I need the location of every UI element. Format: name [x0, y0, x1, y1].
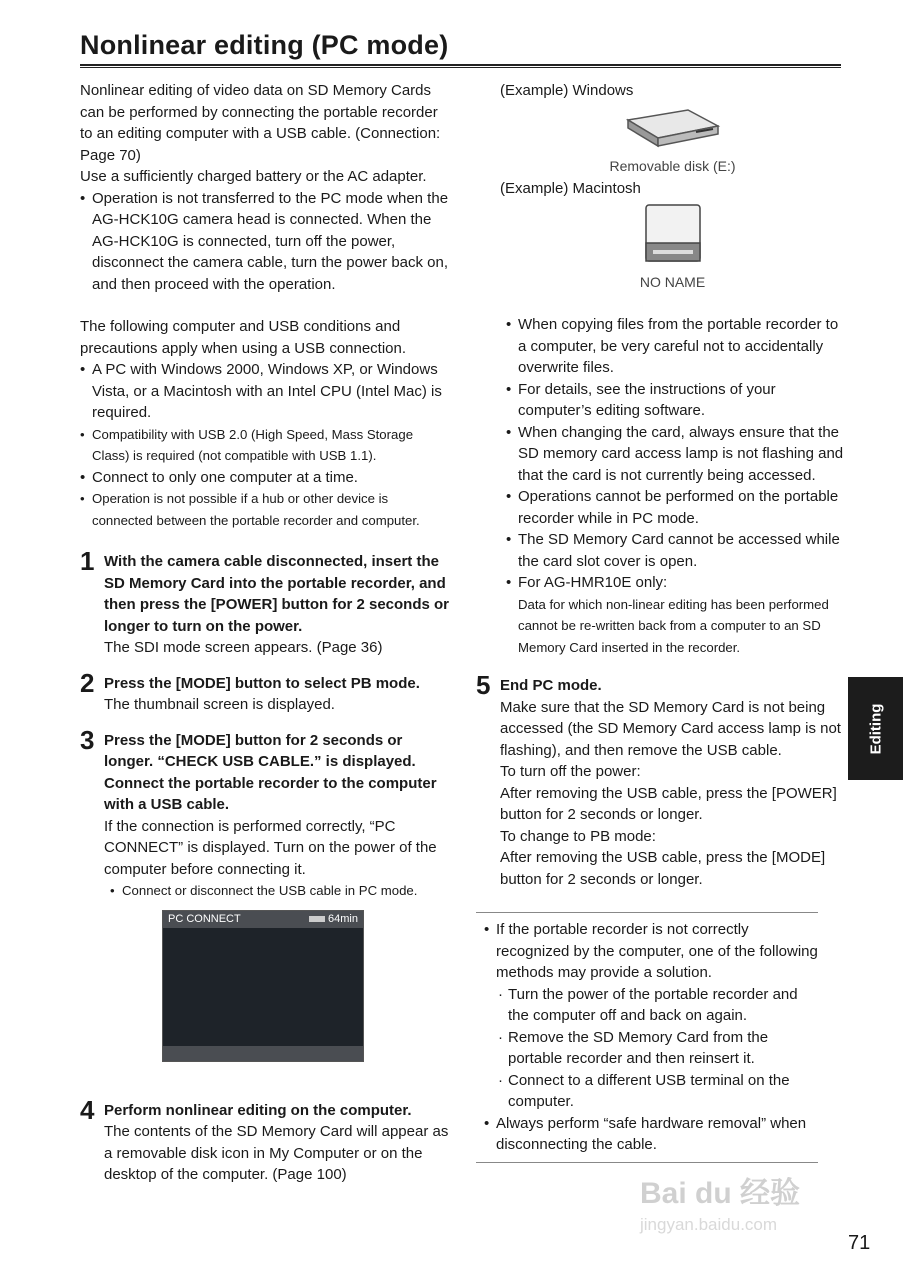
note-solution-1: · Turn the power of the portable recorder and the computer off and back on again. [496, 984, 818, 1027]
pb-mode-label: To change to PB mode: [500, 827, 656, 845]
step-body: The thumbnail screen is displayed. [104, 696, 335, 713]
step-body: If the connection is performed correctly, “PC CONNECT” is displayed. Turn on the power of the computer before connecting it. [104, 817, 437, 878]
step-number: 2 [80, 667, 95, 698]
note-safe-removal-bullet: • Always perform “safe hardware removal” when disconnecting the cable. [484, 1113, 818, 1156]
step-sub-bullet: • Connect or disconnect the USB cable in PC mode. [104, 880, 452, 902]
windows-disk-caption: Removable disk (E:) [609, 158, 736, 174]
note-solution-3: · Connect to a different USB terminal on the computer. [496, 1070, 818, 1113]
step-number: 4 [80, 1094, 95, 1125]
camera-bullet: • Operation is not transferred to the PC mode when the AG-HCK10G camera head is connected. When the AG-HCK10G is connected, turn off the power, disconnect the camera cable, turn the power back on, and then proceed with the operation. [80, 188, 452, 296]
lcd-screen-image [162, 910, 364, 1062]
power-text: Use a sufficiently charged battery or the AC adapter. [80, 168, 427, 185]
step-4 [80, 1094, 452, 1186]
condition-one-computer: • Connect to only one computer at a time. [80, 467, 452, 489]
step-2 [80, 667, 452, 716]
mac-disk-icon [500, 203, 845, 272]
step-body: Make sure that the SD Memory Card is not being accessed (the SD Memory Card access lamp is not flashing), and then remove the USB cable. [500, 698, 841, 759]
pb-mode-body: After removing the USB cable, press the [MODE] button for 2 seconds or longer. [500, 849, 826, 888]
slot-cover-bullet: • The SD Memory Card cannot be accessed while the card slot cover is open. [506, 529, 845, 572]
page-title: Nonlinear editing (PC mode) [80, 30, 449, 60]
step-heading: Perform nonlinear editing on the computer. [104, 1101, 412, 1119]
step-heading: With the camera cable disconnected, insert the SD Memory Card into the portable recorder, and then press the [POWER] button for 2 seconds or longer to turn on the power. [104, 553, 450, 635]
watermark-url: jingyan.baidu.com [640, 1215, 778, 1234]
condition-pc: • A PC with Windows 2000, Windows XP, or Windows Vista, or a Macintosh with an Intel CPU (Intel Mac) is required. [80, 359, 452, 424]
power-off-body: After removing the USB cable, press the [POWER] button for 2 seconds or longer. [500, 784, 837, 823]
software-bullet: • For details, see the instructions of your computer’s editing software. [506, 379, 845, 422]
hmr-note: Data for which non-linear editing has been performed cannot be re-written back from a computer to an SD Memory Card inserted in the recorder. [518, 596, 829, 655]
left-column [80, 80, 452, 1186]
pc-mode-bullet: • Operations cannot be performed on the portable recorder while in PC mode. [506, 486, 845, 529]
intro-text: Nonlinear editing of video data on SD Memory Cards can be performed by connecting the portable recorder to an editing computer with a USB cable. (Connection: Page 70) [80, 82, 441, 164]
step-3 [80, 724, 452, 1062]
mac-example-label: (Example) Macintosh [500, 179, 641, 197]
mac-disk-caption: NO NAME [639, 273, 706, 290]
windows-example-label: (Example) Windows [500, 82, 634, 99]
section-tab [848, 677, 903, 780]
step-1 [80, 546, 452, 659]
removable-disk-icon [500, 106, 845, 157]
step-number: 3 [80, 724, 95, 755]
right-column [476, 80, 845, 1163]
note-recognition-bullet: • If the portable recorder is not correctly recognized by the computer, one of the following methods may provide a solution. [484, 919, 818, 984]
note-solution-2: · Remove the SD Memory Card from the portable recorder and then reinsert it. [496, 1027, 818, 1070]
step-5 [476, 670, 845, 890]
step-body: The SDI mode screen appears. (Page 36) [104, 639, 383, 656]
step-number: 1 [80, 546, 95, 576]
page-number: 71 [848, 1232, 871, 1254]
step-heading: Press the [MODE] button to select PB mode. [104, 674, 420, 692]
step-heading: Press the [MODE] button for 2 seconds or longer. “CHECK USB CABLE.” is displayed. Connect the portable recorder to the computer with a USB cable. [104, 731, 437, 813]
step-number: 5 [476, 670, 491, 700]
note-box [476, 912, 818, 1163]
power-off-label: To turn off the power: [500, 763, 641, 780]
step-heading: End PC mode. [500, 677, 602, 694]
conditions-intro: The following computer and USB conditions and precautions apply when using a USB connection. [80, 318, 407, 357]
battery-icon [309, 916, 325, 922]
lcd-remaining: 64min [328, 912, 358, 925]
lcd-bottom-bar [163, 1046, 363, 1061]
condition-usb: • Compatibility with USB 2.0 (High Speed, Mass Storage Class) is required (not compatible with USB 1.1). [80, 424, 452, 467]
condition-hub: • Operation is not possible if a hub or other device is connected between the portable recorder and computer. [80, 488, 452, 531]
change-card-bullet: • When changing the card, always ensure that the SD memory card access lamp is not flashing and that the card is not currently being accessed. [506, 422, 845, 487]
lcd-mode-label: PC CONNECT [168, 912, 241, 925]
section-tab-label: Editing [867, 703, 884, 754]
lcd-status-bar [163, 911, 363, 928]
watermark-logo: Bai du 经验 [640, 1177, 801, 1210]
title-rule [80, 64, 841, 68]
step-body: The contents of the SD Memory Card will appear as a removable disk icon in My Computer or on the desktop of the computer. (Page 100) [104, 1123, 449, 1183]
copy-caution-bullet: • When copying files from the portable recorder to a computer, be very careful not to accidentally overwrite files. [506, 314, 845, 379]
hmr-bullet: • For AG-HMR10E only: [506, 572, 845, 594]
